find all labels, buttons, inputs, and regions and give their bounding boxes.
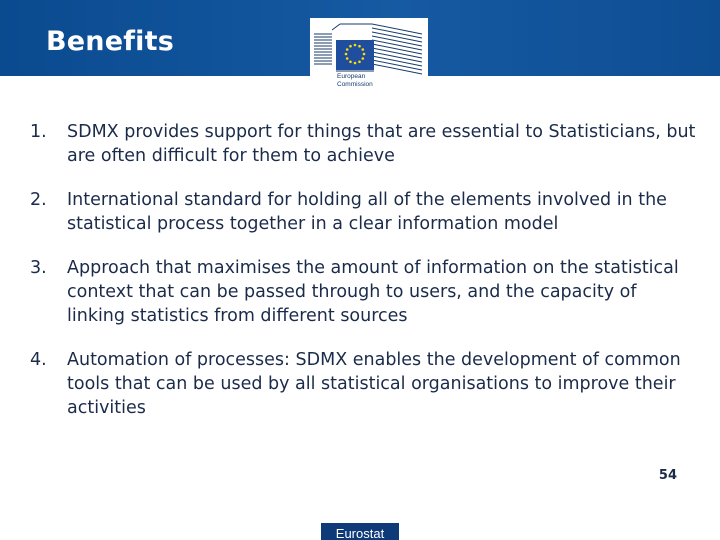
list-item bbox=[30, 348, 700, 420]
list-item-text: SDMX provides support for things that are essential to Statisticians, but are often difficult for them to achieve bbox=[67, 122, 696, 166]
logo-caption bbox=[337, 73, 417, 89]
list-item bbox=[30, 188, 700, 236]
list-item-number: 3. bbox=[30, 258, 47, 278]
page-number: 54 bbox=[658, 468, 677, 483]
list-item-text: Automation of processes: SDMX enables the development of common tools that can be used by all statistical organisations to improve their activities bbox=[67, 350, 681, 418]
benefits-list bbox=[30, 120, 700, 440]
list-item-number: 1. bbox=[30, 122, 47, 142]
list-item bbox=[30, 120, 700, 168]
footer-eurostat-label: Eurostat bbox=[321, 523, 399, 540]
european-commission-logo bbox=[310, 18, 428, 100]
list-item-number: 4. bbox=[30, 350, 47, 370]
slide-title: Benefits bbox=[46, 26, 175, 57]
list-item-number: 2. bbox=[30, 190, 47, 210]
logo-line-commission: Commission bbox=[337, 81, 373, 88]
list-item-text: Approach that maximises the amount of information on the statistical context that can be passed through to users, and the capacity of linking statistics from different sources bbox=[67, 258, 679, 326]
logo-line-european: European bbox=[337, 73, 366, 80]
list-item-text: International standard for holding all of the elements involved in the statistical process together in a clear information model bbox=[67, 190, 667, 234]
list-item bbox=[30, 256, 700, 328]
